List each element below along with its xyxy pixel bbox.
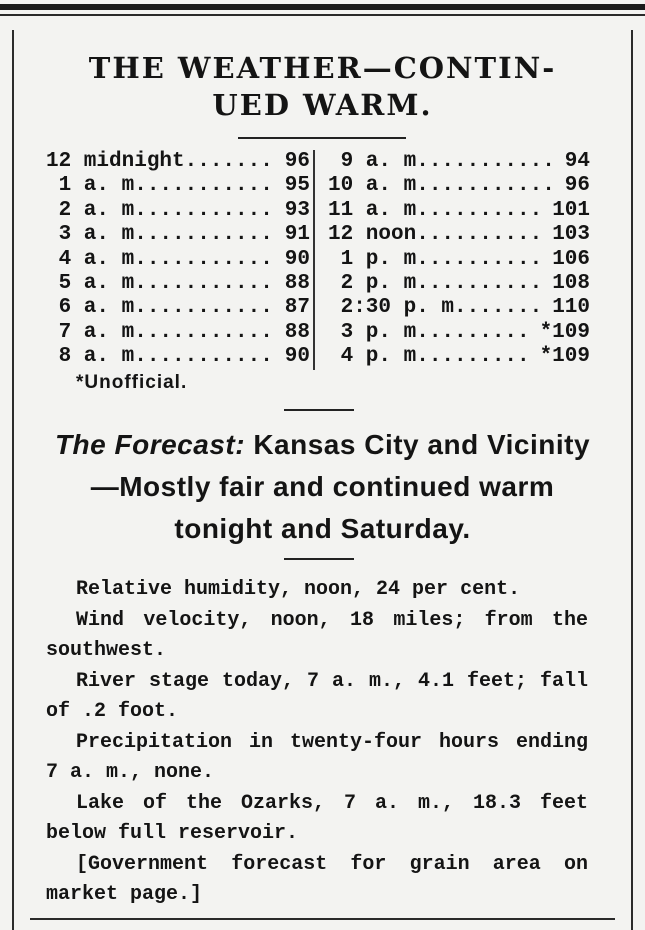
reading-time: 10 a. m bbox=[328, 174, 417, 198]
humidity-line: Relative humidity, noon, 24 per cent. bbox=[76, 578, 521, 601]
reading-time: 2:30 p. m bbox=[328, 296, 455, 320]
dot-leader: ........... bbox=[134, 223, 273, 247]
dot-leader: ....... bbox=[454, 296, 543, 320]
section-rule-2 bbox=[284, 558, 354, 560]
reading-value: 91 bbox=[284, 223, 310, 247]
reading-value: 96 bbox=[564, 174, 590, 198]
dot-leader: ........... bbox=[416, 174, 555, 198]
reading-left bbox=[46, 223, 310, 247]
dot-leader: ......... bbox=[416, 345, 530, 369]
reading-time: 7 a. m bbox=[46, 320, 135, 344]
reading-time: 8 a. m bbox=[46, 345, 135, 369]
reading-time: 2 p. m bbox=[328, 271, 417, 295]
forecast-text: Kansas City and Vicinity—Mostly fair and continued warm tonight and Saturday. bbox=[90, 429, 591, 544]
river-line: River stage today, 7 a. m., 4.1 feet; fall of .2 foot. bbox=[46, 669, 588, 723]
reading-value: 95 bbox=[284, 174, 310, 198]
government-note: [Government forecast for grain area on market page.] bbox=[46, 852, 588, 906]
reading-time: 3 p. m bbox=[328, 320, 417, 344]
reading-time: 1 a. m bbox=[46, 174, 135, 198]
reading-value: 88 bbox=[284, 320, 310, 344]
precipitation-line: Precipitation in twenty-four hours ending 7 a. m., none. bbox=[46, 730, 588, 784]
dot-leader: ........... bbox=[134, 296, 273, 320]
reading-value: 108 bbox=[552, 271, 590, 295]
reading-value: *109 bbox=[539, 320, 590, 344]
dot-leader: ........... bbox=[134, 174, 273, 198]
reading-time: 4 a. m bbox=[46, 247, 135, 271]
dot-leader: ........... bbox=[134, 198, 273, 222]
reading-right bbox=[328, 296, 590, 320]
table-row bbox=[46, 321, 596, 345]
reading-time: 3 a. m bbox=[46, 223, 135, 247]
reading-right bbox=[328, 150, 590, 174]
dot-leader: ........... bbox=[416, 150, 555, 173]
reading-left bbox=[46, 296, 310, 320]
reading-time: 5 a. m bbox=[46, 271, 135, 295]
reading-value: 93 bbox=[284, 198, 310, 222]
section-rule bbox=[284, 409, 354, 411]
table-row bbox=[46, 223, 596, 247]
table-row bbox=[46, 248, 596, 272]
reading-time: 2 a. m bbox=[46, 198, 135, 222]
reading-value: 90 bbox=[284, 247, 310, 271]
reading-time: 9 a. m bbox=[328, 150, 417, 173]
dot-leader: ......... bbox=[416, 320, 530, 344]
reading-value: 103 bbox=[552, 223, 590, 247]
dot-leader: ....... bbox=[184, 150, 273, 173]
table-row bbox=[46, 296, 596, 320]
reading-value: 96 bbox=[284, 150, 310, 173]
reading-right bbox=[328, 321, 590, 345]
bottom-rule bbox=[30, 918, 615, 920]
dot-leader: ........... bbox=[134, 247, 273, 271]
headline bbox=[40, 50, 605, 124]
reading-time: 6 a. m bbox=[46, 296, 135, 320]
reading-right bbox=[328, 345, 590, 369]
dot-leader: .......... bbox=[416, 198, 543, 222]
reading-right bbox=[328, 248, 590, 272]
reading-value: 87 bbox=[284, 296, 310, 320]
reading-right bbox=[328, 199, 590, 223]
top-rule-thin bbox=[0, 14, 645, 16]
forecast bbox=[50, 424, 595, 550]
reading-right bbox=[328, 272, 590, 296]
table-row bbox=[46, 174, 596, 198]
headline-line-2: UED WARM. bbox=[212, 88, 433, 122]
top-rule bbox=[0, 4, 645, 10]
dot-leader: .......... bbox=[416, 223, 543, 247]
headline-line-1: THE WEATHER—CONTIN- bbox=[88, 51, 557, 85]
table-row bbox=[46, 150, 596, 174]
reading-left bbox=[46, 345, 310, 369]
reading-value: 101 bbox=[552, 198, 590, 222]
lake-line: Lake of the Ozarks, 7 a. m., 18.3 feet below full reservoir. bbox=[46, 791, 588, 845]
column-rule-right bbox=[631, 30, 633, 930]
footnote: *Unofficial. bbox=[76, 372, 188, 393]
reading-value: 88 bbox=[284, 271, 310, 295]
reading-time: 11 a. m bbox=[328, 198, 417, 222]
forecast-lead: The Forecast: bbox=[54, 429, 246, 460]
dot-leader: ........... bbox=[134, 345, 273, 369]
wind-line: Wind velocity, noon, 18 miles; from the southwest. bbox=[46, 608, 588, 662]
dot-leader: ........... bbox=[134, 271, 273, 295]
column-rule-left bbox=[12, 30, 14, 930]
reading-left bbox=[46, 150, 310, 174]
reading-value: 110 bbox=[552, 296, 590, 320]
reading-time: 1 p. m bbox=[328, 247, 417, 271]
temperature-table bbox=[46, 150, 596, 370]
reading-value: 106 bbox=[552, 247, 590, 271]
reading-left bbox=[46, 272, 310, 296]
reading-value: *109 bbox=[539, 345, 590, 369]
reading-value: 94 bbox=[564, 150, 590, 173]
reading-value: 90 bbox=[284, 345, 310, 369]
table-row bbox=[46, 345, 596, 369]
reading-left bbox=[46, 248, 310, 272]
reading-right bbox=[328, 223, 590, 247]
reading-time: 12 noon bbox=[328, 223, 417, 247]
weather-details bbox=[46, 575, 588, 911]
table-row bbox=[46, 272, 596, 296]
reading-time: 12 midnight bbox=[46, 150, 185, 173]
reading-time: 4 p. m bbox=[328, 345, 417, 369]
dot-leader: .......... bbox=[416, 271, 543, 295]
reading-left bbox=[46, 321, 310, 345]
table-row bbox=[46, 199, 596, 223]
dot-leader: .......... bbox=[416, 247, 543, 271]
reading-left bbox=[46, 199, 310, 223]
headline-rule bbox=[238, 137, 406, 139]
reading-left bbox=[46, 174, 310, 198]
dot-leader: ........... bbox=[134, 320, 273, 344]
reading-right bbox=[328, 174, 590, 198]
